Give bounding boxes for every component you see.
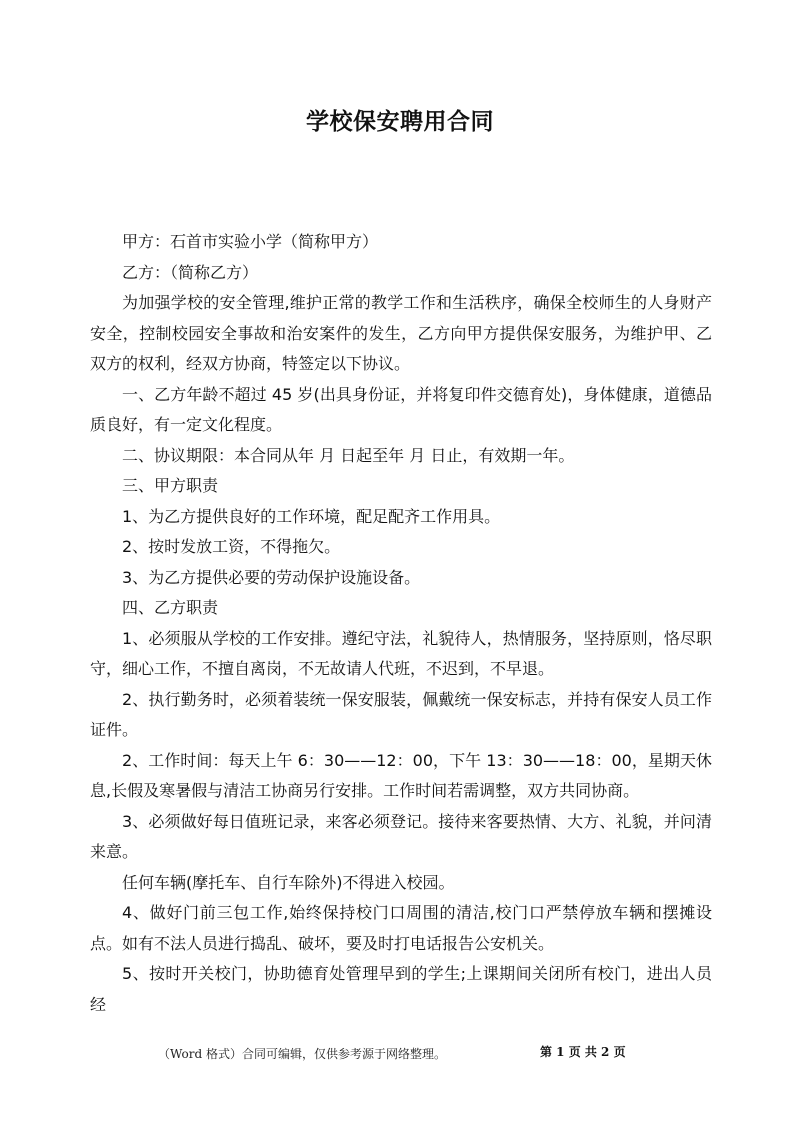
footer-note: （Word 格式）合同可编辑，仅供参考源于网络整理。	[158, 1047, 446, 1061]
party-a-line: 甲方：石首市实验小学（简称甲方）	[122, 232, 379, 251]
party-b-duty-2-uniform: 2、执行勤务时，必须着装统一保安服装，佩戴统一保安标志，并持有保安人员工作证件。	[90, 689, 712, 739]
preamble-paragraph: 为加强学校的安全管理,维护正常的教学工作和生活秩序，确保全校师生的人身财产安全，控制校园安全事故和治安案件的发生，乙方向甲方提供保安服务，为维护甲、乙双方的权利，经双方协商，特签定以下协议。	[90, 293, 712, 373]
page-number: 第 1 页 共 2 页	[540, 1045, 626, 1059]
party-b-duty-5: 5、按时开关校门，协助德育处管理早到的学生;上课期间关闭所有校门，进出人员经	[90, 964, 712, 1014]
party-b-line: 乙方：（简称乙方）	[122, 262, 259, 282]
party-b-duty-1: 1、必须服从学校的工作安排。遵纪守法，礼貌待人，热情服务，坚持原则，恪尽职守，细心工作，不擅自离岗，不无故请人代班，不迟到，不早退。	[90, 628, 712, 678]
party-b-duty-4: 4、做好门前三包工作,始终保持校门口周围的清洁,校门口严禁停放车辆和摆摊设点。如有不法人员进行捣乱、破坏，要及时打电话报告公安机关。	[90, 903, 712, 953]
party-a-duty-1: 1、为乙方提供良好的工作环境，配足配齐工作用具。	[122, 506, 501, 526]
party-b-duty-2-hours: 2、工作时间：每天上午 6：30——12：00，下午 13：30——18：00，星期天休息,长假及寒暑假与清洁工协商另行安排。工作时间若需调整，双方共同协商。	[90, 750, 712, 800]
vehicle-rule: 任何车辆(摩托车、自行车除外)不得进入校园。	[122, 872, 455, 892]
clause-2-term: 二、协议期限：本合同从年 月 日起至年 月 日止，有效期一年。	[122, 445, 575, 465]
party-b-duty-3: 3、必须做好每日值班记录，来客必须登记。接待来客要热情、大方、礼貌，并问清来意。	[90, 811, 712, 861]
document-title: 学校保安聘用合同	[306, 109, 494, 135]
document-body	[90, 227, 712, 1020]
clause-1-age: 一、乙方年龄不超过 45 岁(出具身份证，并将复印件交德育处)，身体健康，道德品质良好，有一定文化程度。	[90, 384, 712, 434]
party-a-duty-2: 2、按时发放工资，不得拖欠。	[122, 537, 341, 556]
section-heading-party-a-duties: 三、甲方职责	[122, 476, 219, 495]
party-a-duty-3: 3、为乙方提供必要的劳动保护设施设备。	[122, 567, 421, 587]
section-heading-party-b-duties: 四、乙方职责	[122, 598, 219, 617]
